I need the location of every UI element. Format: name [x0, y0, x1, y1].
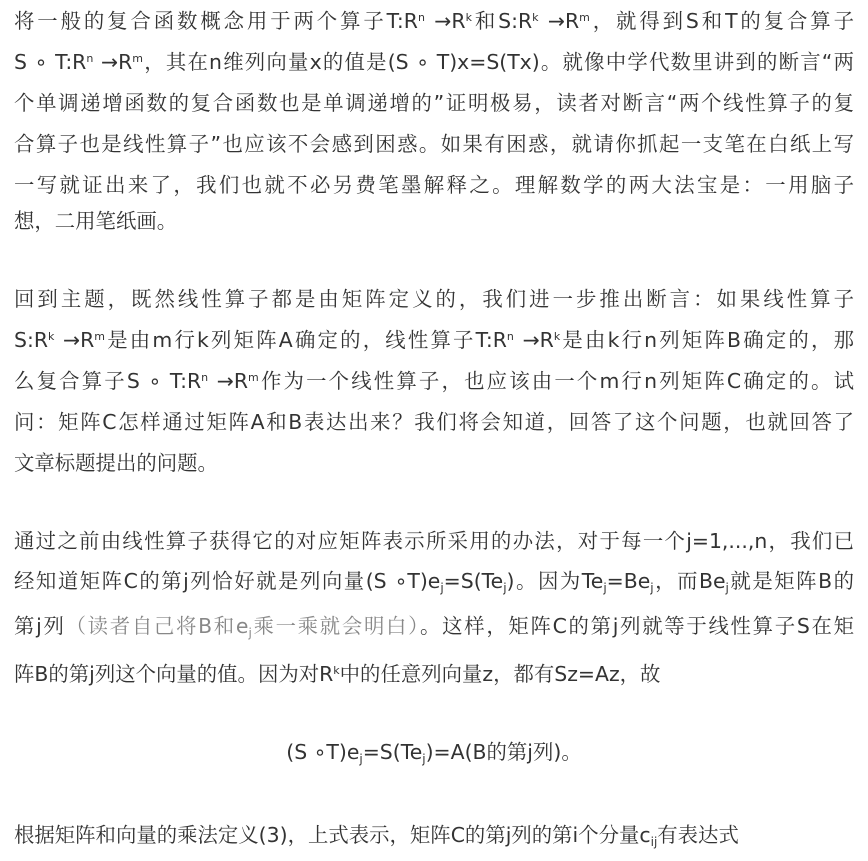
p3-line-1: 通过之前由线性算子获得它的对应矩阵表示所采用的办法，对于每一个j=1,...,n，我们已: [14, 529, 854, 553]
p4-line-1: 根据矩阵和向量的乘法定义(3)，上式表示，矩阵C的第j列的第i个分量$c_{ij}$有表达式: [14, 823, 739, 849]
p2-line-5: 文章标题提出的问题。: [14, 451, 218, 475]
p2-line-3: 么复合算子S ∘ $T:R^n \to R^m$作为一个线性算子，也应该由一个m行n列矩阵C确定的。试: [14, 369, 854, 393]
reader-note: （读者自己将B和$e_j$乘一乘就会明白）: [65, 614, 421, 640]
p1-line-3: 个单调递增函数的复合函数也是单调递增的”证明极易，读者对断言“两个线性算子的复: [14, 91, 854, 115]
p2-line-1: 回到主题，既然线性算子都是由矩阵定义的，我们进一步推出断言：如果线性算子: [14, 287, 854, 311]
p1-line-2: S ∘ $T:R^n \to R^m$，其在n维列向量x的值是(S ∘ T)x=S(Tx)。就像中学代数里讲到的断言“两: [14, 50, 854, 74]
formula-line: (S $\circ T)e_j=S(Te_j)=A(B$的第j列)。: [286, 740, 582, 766]
p2-line-4: 问：矩阵C怎样通过矩阵A和B表达出来？我们将会知道，回答了这个问题，也就回答了: [14, 410, 854, 434]
p2-line-2: $S:R^k \to R^m$是由m行k列矩阵A确定的，线性算子$T:R^n \to R^k$是由k行n列矩阵B确定的，那: [14, 328, 854, 352]
p1-line-1: 将一般的复合函数概念用于两个算子$T:R^n \to R^k$和$S:R^k \to R^m$，就得到S和T的复合算子: [14, 9, 854, 33]
p1-line-5: 一写就证出来了，我们也就不必另费笔墨解释之。理解数学的两大法宝是：一用脑子: [14, 173, 854, 197]
p3-line-3: 第j列（读者自己将B和$e_j$乘一乘就会明白）。这样，矩阵C的第j列就等于线性算子S在矩: [14, 614, 854, 640]
p3-line-2: 经知道矩阵C的第j列恰好就是列向量(S $\circ T)e_j=S(Te_j)$。因为$Te_j=Be_j$，而$Be_j$就是矩阵B的: [14, 569, 854, 595]
p3-line-4: 阵B的第j列这个向量的值。因为对$R^k$中的任意列向量z，都有Sz=Az，故: [14, 662, 661, 686]
p1-line-4: 合算子也是线性算子”也应该不会感到困惑。如果有困惑，就请你抓起一支笔在白纸上写: [14, 132, 854, 156]
p1-line-6: 想，二用笔纸画。: [14, 209, 178, 233]
